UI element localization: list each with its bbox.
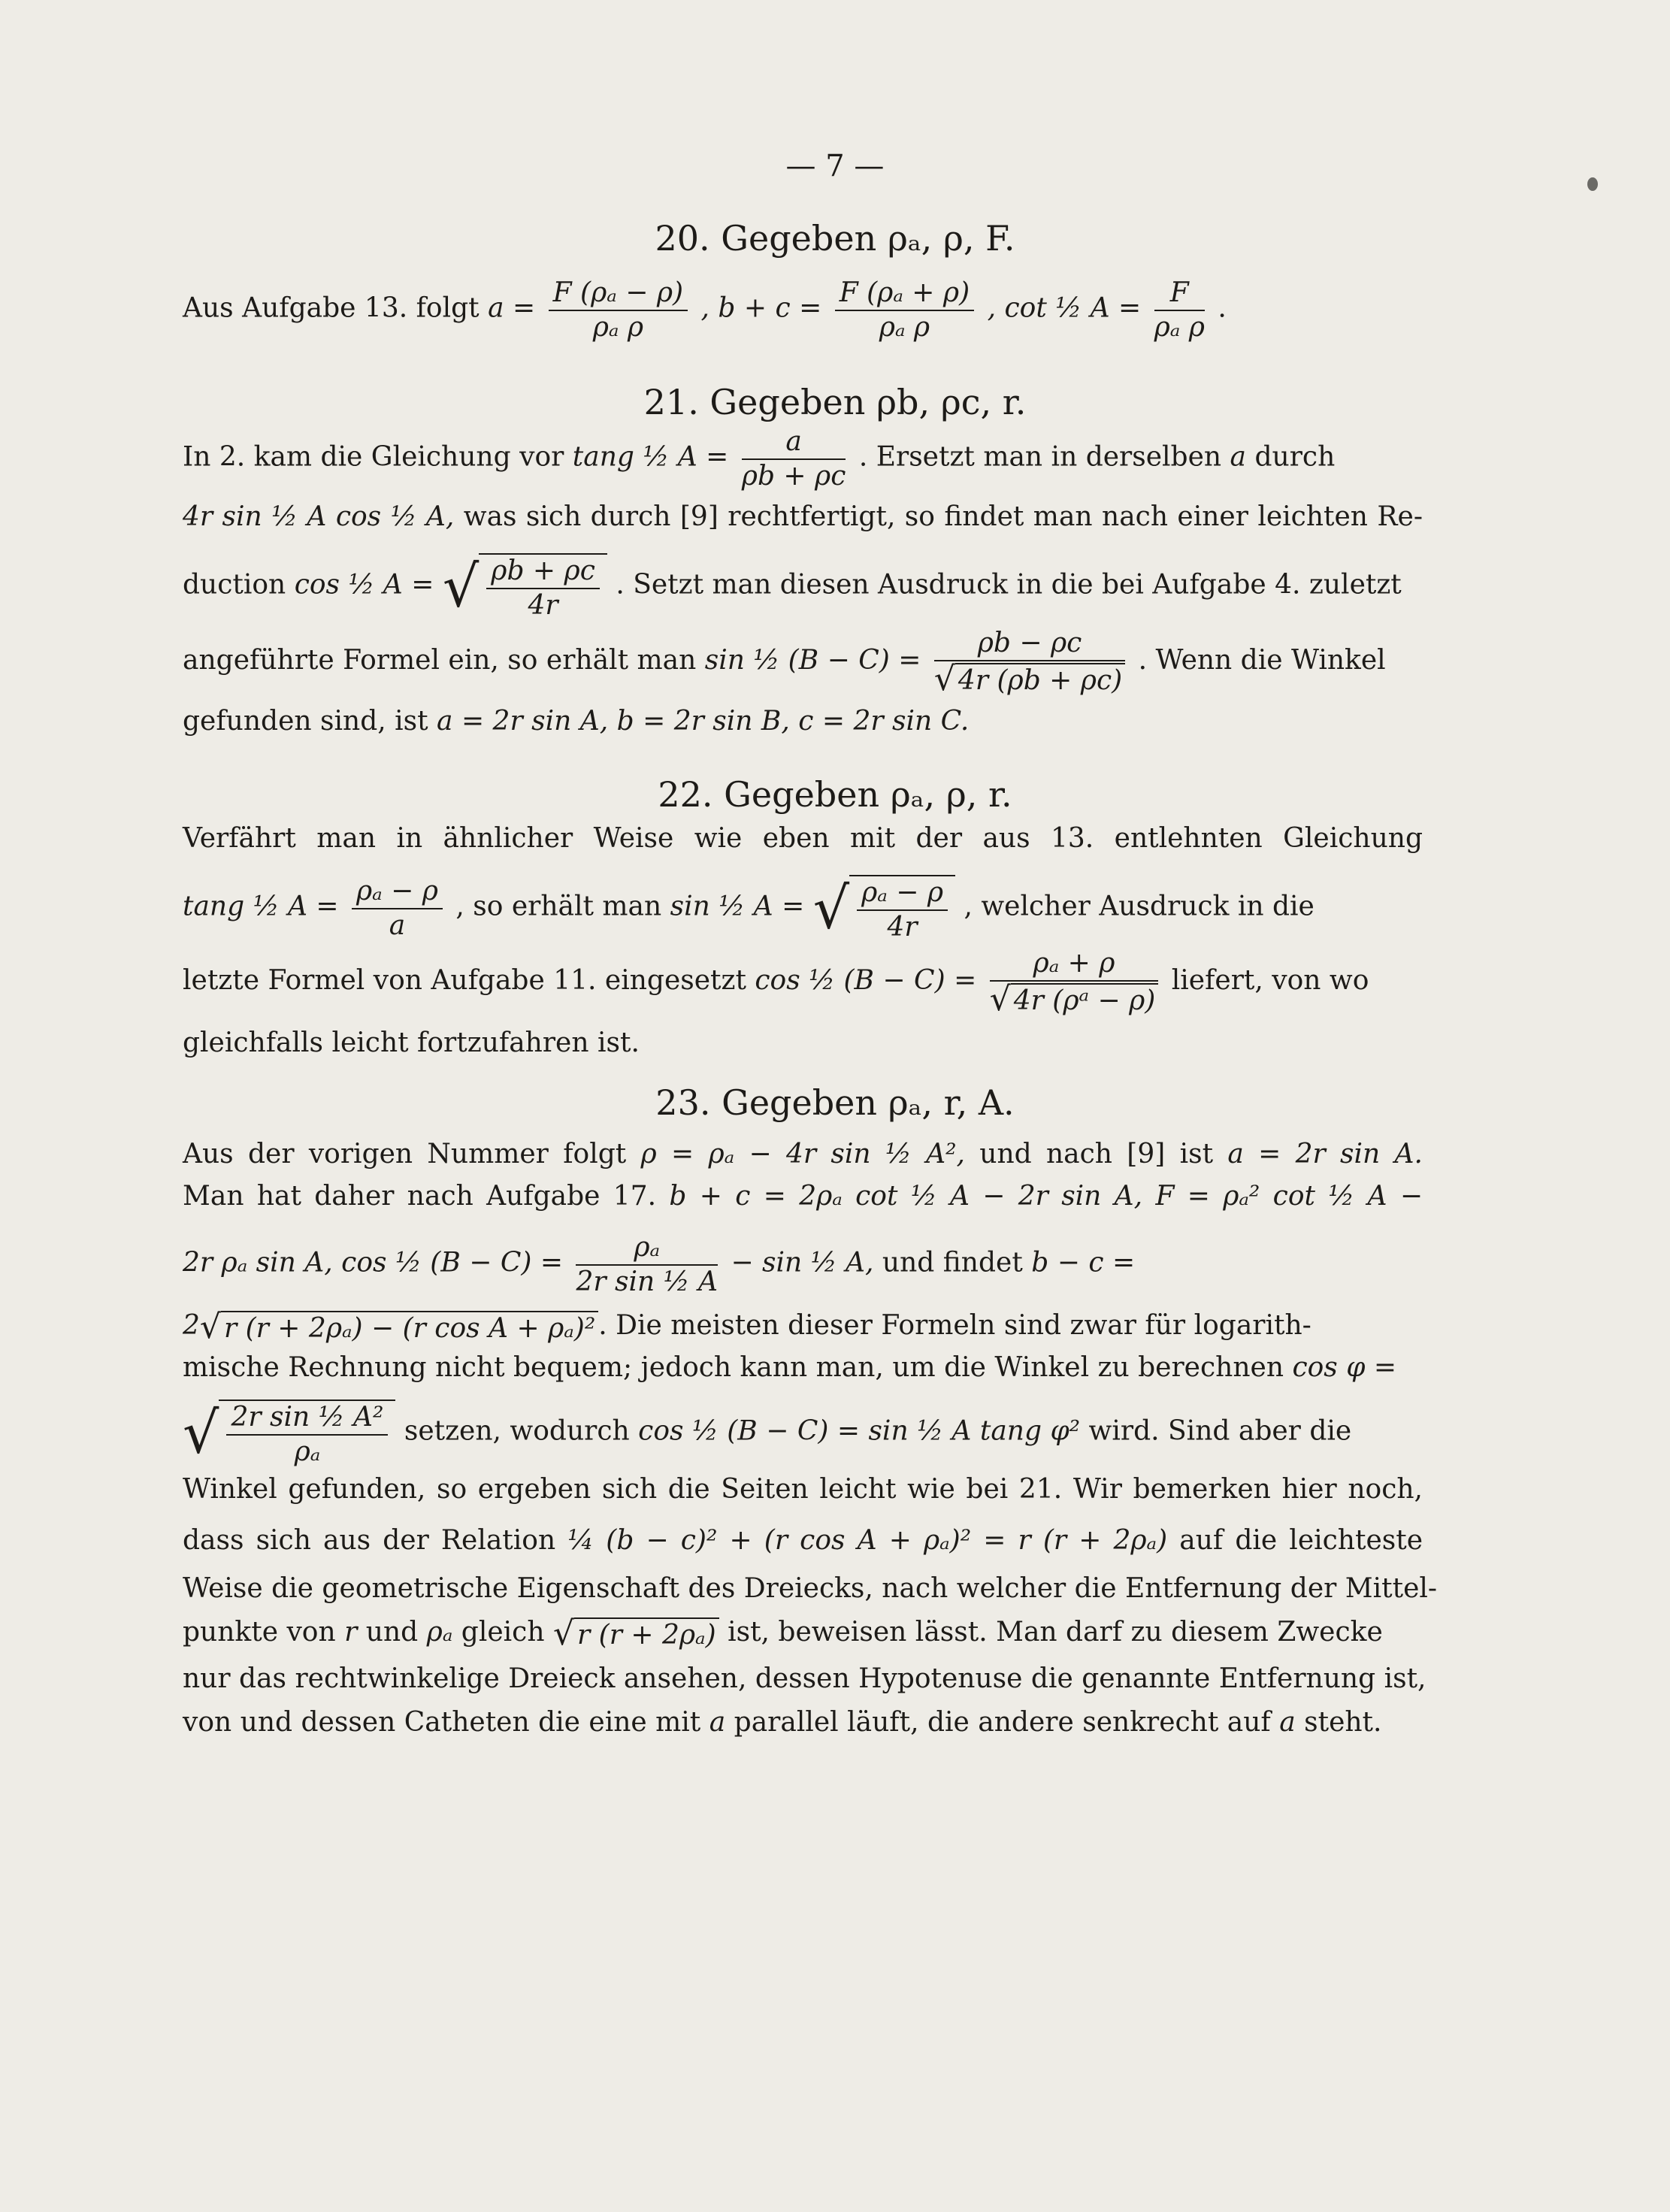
square-root: √ $\frac{\text{ρₐ − ρ}}{4r}$ — [813, 875, 955, 942]
section-20-heading: 20. Gegeben ρₐ, ρ, F. — [655, 218, 1015, 259]
fraction: $\frac{a}{\rho b + \rho c}$ — [741, 426, 846, 492]
s21-line-5: gefunden sind, ist a = 2r sin A, b = 2r sin B, c = 2r sin C. — [183, 706, 970, 737]
s22-line-3: letzte Formel von Aufgabe 11. eingesetzt cos ½ (B − C) = $\frac{\text{ρₐ + ρ}}{\text{√ 4r (ρᵃ − ρ)}}$ liefert, von wo — [183, 948, 1369, 1018]
s21-line-4: angeführte Formel ein, so erhält man sin ½ (B − C) = $\frac{\rho b - \rho c}{√ 4r (\rho b + \rho c)}$ . Wenn die Winkel — [183, 628, 1386, 698]
s23-line-7: Winkel gefunden, so ergeben sich die Seiten leicht wie bei 21. Wir bemerken hier noch, — [183, 1474, 1423, 1505]
s23-line-4: 2√ r (r + 2ρₐ) − (r cos A + ρₐ)² . Die meisten dieser Formeln sind zwar für logarith- — [183, 1308, 1311, 1346]
s23-line-10: punkte von r und ρₐ gleich √ r (r + 2ρₐ) ist, beweisen lässt. Man darf zu diesem Zwecke — [183, 1614, 1383, 1653]
fraction: $\frac{\text{2r sin ½ A²}}{\text{ρₐ}}$ — [226, 1403, 388, 1466]
s23-line-8: dass sich aus der Relation ¼ (b − c)² + (r cos A + ρₐ)² = r (r + 2ρₐ) auf die leichteste — [183, 1525, 1423, 1556]
square-root: √ $\frac{\text{2r sin ½ A²}}{\text{ρₐ}}$ — [183, 1400, 395, 1466]
fraction: $\frac{\text{ρₐ − ρ}}{4r}$ — [857, 878, 948, 942]
s22-line-4: gleichfalls leicht fortzufahren ist. — [183, 1027, 640, 1058]
s23-line-9: Weise die geometrische Eigenschaft des Dreiecks, nach welcher die Entfernung der Mittel- — [183, 1573, 1438, 1604]
section-23-heading: 23. Gegeben ρₐ, r, A. — [655, 1082, 1015, 1123]
s21-line-3: duction cos ½ A = √ $\frac{\rho b + \rho c}{4r}$ . Setzt man diesen Ausdruck in die bei Aufgabe 4. zuletzt — [183, 552, 1402, 621]
s22-line-2: tang ½ A = $\frac{\text{ρₐ − ρ}}{a}$ , so erhält man sin ½ A = √ $\frac{\text{ρₐ − ρ}}{4r}$ , welcher Ausdruck in die — [183, 874, 1315, 943]
section-21-heading: 21. Gegeben ρb, ρc, r. — [643, 382, 1027, 422]
fraction: $\frac{\text{F (ρₐ + ρ)}}{\text{ρₐ ρ}}$ — [835, 278, 974, 342]
s23-line-12: von und dessen Catheten die eine mit a parallel läuft, die andere senkrecht auf a steht. — [183, 1707, 1382, 1738]
s23-line-6: √ $\frac{\text{2r sin ½ A²}}{\text{ρₐ}}$ setzen, wodurch cos ½ (B − C) = sin ½ A tang φ² wird. Sind aber die — [183, 1399, 1352, 1467]
s21-line-2: 4r sin ½ A cos ½ A, was sich durch [9] rechtfertigt, so findet man nach einer leichten Re- — [183, 501, 1423, 532]
section-22-heading: 22. Gegeben ρₐ, ρ, r. — [658, 774, 1012, 815]
square-root: √ r (r + 2ρₐ) — [553, 1617, 719, 1651]
square-root: √ r (r + 2ρₐ) − (r cos A + ρₐ)² — [200, 1311, 598, 1344]
s23-line-3: 2r ρₐ sin A, cos ½ (B − C) = $\frac{\text{ρₐ}}{\text{2r sin ½ A}}$ − sin ½ A, und findet b − c = — [183, 1232, 1136, 1297]
fraction: $\frac{\text{ρₐ − ρ}}{a}$ — [352, 876, 443, 940]
fraction: $\frac{\text{ρₐ + ρ}}{\text{√ 4r (ρᵃ − ρ)}}$ — [990, 949, 1159, 1016]
s23-line-1: Aus der vorigen Nummer folgt ρ = ρₐ − 4r sin ½ A², und nach [9] ist a = 2r sin A. — [183, 1139, 1423, 1170]
s20-line-1: Aus Aufgabe 13. folgt a = $\frac{\text{F (ρₐ − ρ)}}{\text{ρₐ ρ}}$ , b + c = $\frac{\text{F (ρₐ + ρ)}}{\text{ρₐ ρ}}$ , cot ½ A = $\frac{F}{\text{ρₐ ρ}}$ . — [183, 277, 1227, 343]
s23-line-11: nur das rechtwinkelige Dreieck ansehen, dessen Hypotenuse die genannte Entfernung ist, — [183, 1663, 1426, 1694]
fraction: $\frac{\rho b + \rho c}{4r}$ — [486, 556, 600, 620]
s21-line-1: In 2. kam die Gleichung vor tang ½ A = $\frac{a}{\rho b + \rho c}$ . Ersetzt man in derselben a durch — [183, 426, 1336, 492]
page-number: — 7 — — [785, 149, 885, 183]
fraction: $\frac{\rho b - \rho c}{√ 4r (\rho b + \rho c)}$ — [934, 628, 1125, 696]
fraction: $\frac{\text{F (ρₐ − ρ)}}{\text{ρₐ ρ}}$ — [549, 278, 688, 342]
fraction: $\frac{F}{\text{ρₐ ρ}}$ — [1154, 277, 1205, 343]
s23-line-5: mische Rechnung nicht bequem; jedoch kann man, um die Winkel zu berechnen cos φ = — [183, 1352, 1397, 1383]
s22-line-1: Verfährt man in ähnlicher Weise wie eben mit der aus 13. entlehnten Gleichung — [183, 823, 1423, 854]
fraction: $\frac{\text{ρₐ}}{\text{2r sin ½ A}}$ — [576, 1232, 718, 1297]
square-root: √ $\frac{\rho b + \rho c}{4r}$ — [443, 553, 607, 620]
s23-line-2: Man hat daher nach Aufgabe 17. b + c = 2ρₐ cot ½ A − 2r sin A, F = ρₐ² cot ½ A − — [183, 1181, 1423, 1212]
